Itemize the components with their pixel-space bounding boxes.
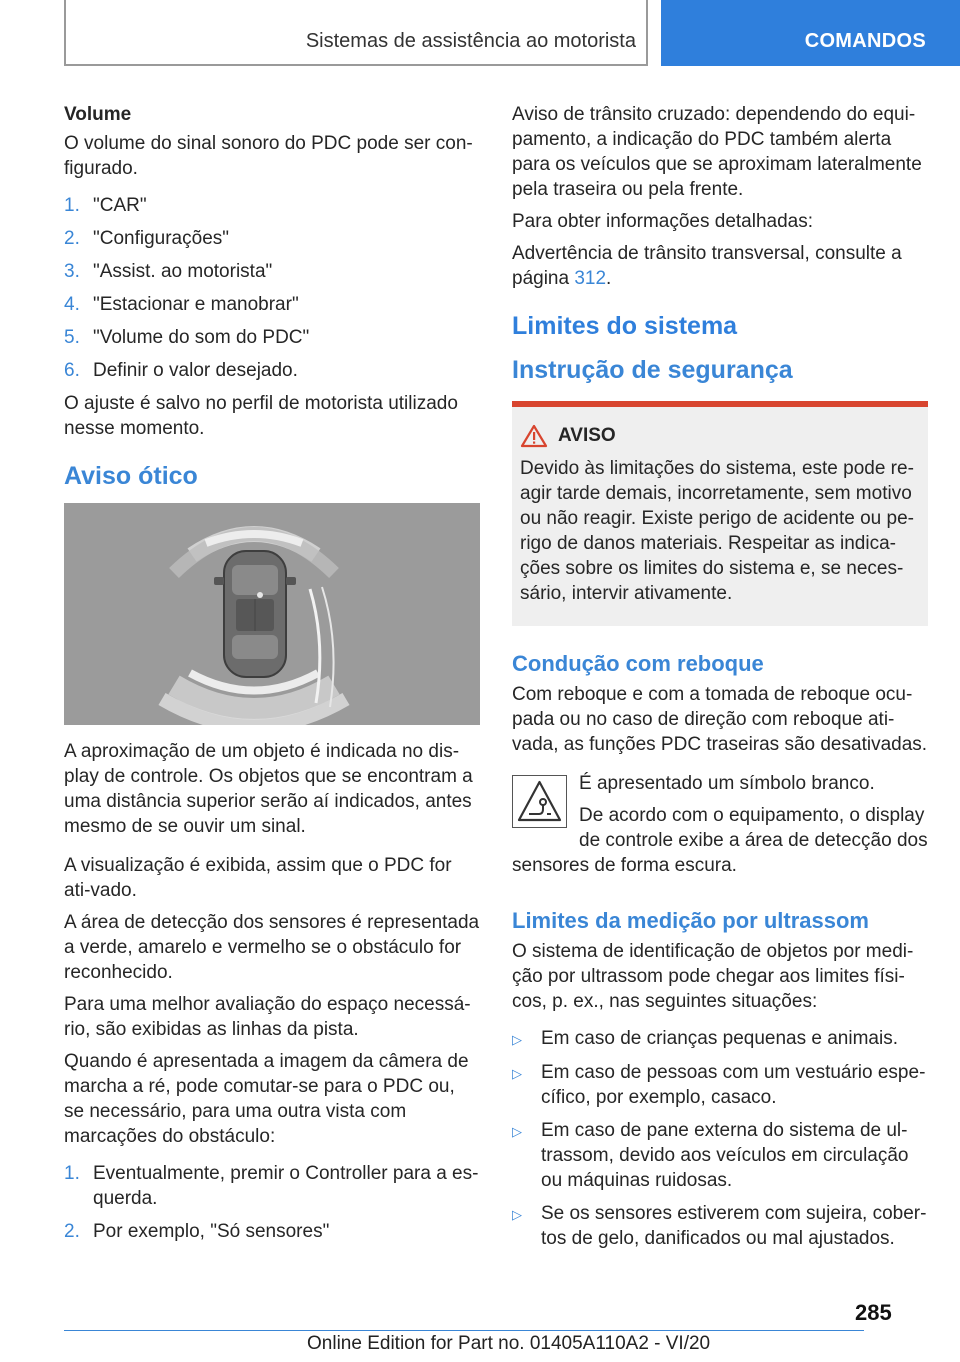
step-text: "CAR" [93, 195, 147, 216]
trailer-warning-symbol [512, 775, 567, 828]
step-number: 6. [64, 360, 80, 381]
trailer-hitch-icon [513, 776, 566, 827]
saved-text: O ajuste é salvo no perfil de motorista utilizado nesse momento. [64, 393, 458, 439]
para-camera: Quando é apresentada a imagem da câmera de marcha a ré, pode comutar-se para o PDC ou, se necessário, para uma outra vista com marcações do obstáculo: [64, 1051, 469, 1147]
step-item [64, 292, 480, 317]
symbol-row [512, 771, 928, 885]
header-divider [646, 0, 648, 66]
step-text: "Configurações" [93, 228, 230, 249]
pdc-car-icon [64, 503, 480, 725]
step-item [64, 358, 480, 383]
para-approach: A aproximação de um objeto é indicada no dis-play de controle. Os objetos que se encontram a uma distância superior serão aí indicados, antes mesmo de se ouvir um sinal. [64, 741, 473, 837]
volume-steps [64, 193, 480, 383]
para-track-lines: Para uma melhor avaliação do espaço necessá-rio, são exibidas as linhas da pista. [64, 994, 471, 1040]
list-item [512, 1060, 928, 1110]
camera-steps [64, 1161, 480, 1244]
ultrasound-text: O sistema de identificação de objetos por medi-ção por ultrassom pode chegar aos limites físi-cos, p. ex., nas seguintes situações: [512, 941, 914, 1012]
limits-heading: Limites do sistema [512, 312, 738, 340]
step-number: 1. [64, 195, 80, 216]
list-item-text: Em caso de pane externa do sistema de ul-trassom, devido aos veículos em circulação ou máquinas ruidosas. [541, 1120, 909, 1191]
step-text: "Assist. ao motorista" [93, 261, 273, 282]
step-text: "Estacionar e manobrar" [93, 294, 299, 315]
step-number: 1. [64, 1163, 80, 1184]
list-item-text: Se os sensores estiverem com sujeira, cober-tos de gelo, danificados ou mal ajustados. [541, 1203, 927, 1249]
page-header [0, 0, 960, 66]
aviso-otico-heading: Aviso ótico [64, 462, 198, 490]
step-item [64, 1219, 480, 1244]
step-number: 3. [64, 261, 80, 282]
step-number: 2. [64, 228, 80, 249]
more-info-text: Para obter informações detalhadas: [512, 211, 814, 232]
warning-title: AVISO [558, 425, 616, 446]
reference-period: . [606, 268, 612, 289]
step-item [64, 1161, 480, 1211]
step-item [64, 325, 480, 350]
right-column [512, 102, 928, 1259]
step-item [64, 193, 480, 218]
page-number: 285 [855, 1300, 892, 1325]
pdc-display-illustration [64, 503, 480, 725]
warning-triangle-icon [520, 424, 548, 448]
symbol-text-1: É apresentado um símbolo branco. [579, 773, 875, 794]
bullet-triangle-icon: ▷ [512, 1124, 522, 1139]
header-bottom-rule [64, 64, 648, 66]
volume-text: O volume do sinal sonoro do PDC pode ser con-figurado. [64, 133, 473, 179]
ultrasound-heading: Limites da medição por ultrassom [512, 908, 869, 933]
warning-title-row [520, 423, 920, 448]
trailer-heading: Condução com reboque [512, 651, 764, 676]
edition-text: Online Edition for Part no. 01405A110A2 - VI/20 [307, 1333, 711, 1354]
bullet-triangle-icon: ▷ [512, 1207, 522, 1222]
para-activation: A visualização é exibida, assim que o PDC for ati-vado. [64, 855, 452, 901]
list-item [512, 1026, 928, 1052]
chapter-tab[interactable] [661, 0, 960, 66]
step-text: "Volume do som do PDC" [93, 327, 310, 348]
trailer-text: Com reboque e com a tomada de reboque ocu-pada ou no caso de direção com reboque ati-vada, as funções PDC traseiras são desativadas. [512, 684, 928, 755]
page-reference [512, 241, 928, 291]
list-item-text: Em caso de crianças pequenas e animais. [541, 1028, 898, 1049]
reference-text: Advertência de trânsito transversal, consulte a página [512, 243, 902, 289]
left-column [64, 102, 480, 1252]
step-number: 4. [64, 294, 80, 315]
bullet-triangle-icon: ▷ [512, 1066, 522, 1081]
step-number: 2. [64, 1221, 80, 1242]
list-item-text: Em caso de pessoas com um vestuário espe-cífico, por exemplo, casaco. [541, 1062, 926, 1108]
volume-heading: Volume [64, 104, 132, 125]
step-text: Definir o valor desejado. [93, 360, 298, 381]
warning-box [512, 401, 928, 626]
list-item [512, 1118, 928, 1193]
symbol-text-2: De acordo com o equipamento, o display de controle exibe a área de detecção dos sensores de forma escura. [512, 805, 928, 876]
ultrasound-limits-list [512, 1026, 928, 1251]
chapter-tab-label: COMANDOS [804, 30, 926, 52]
footer-rule [64, 1330, 864, 1331]
cross-traffic-text: Aviso de trânsito cruzado: dependendo do equi-pamento, a indicação do PDC também alerta para os veículos que se aproximam lateralmente pela traseira ou pela frente. [512, 104, 922, 200]
list-item [512, 1201, 928, 1251]
step-number: 5. [64, 327, 80, 348]
warning-text: Devido às limitações do sistema, este pode re-agir tarde demais, incorretamente, sem motivo ou não reagir. Existe perigo de acidente ou pe-rigo de danos materiais. Respeitar as indica-ções sobre os limites do sistema e, se neces-sário, intervir ativamente. [520, 458, 914, 604]
step-item [64, 226, 480, 251]
step-text: Eventualmente, premir o Controller para a es-querda. [93, 1163, 479, 1209]
para-detection-area: A área de detecção dos sensores é representada a verde, amarelo e vermelho se o obstáculo for reconhecido. [64, 912, 480, 983]
step-item [64, 259, 480, 284]
step-text: Por exemplo, "Só sensores" [93, 1221, 330, 1242]
page-link-312[interactable]: 312 [574, 268, 607, 289]
bullet-triangle-icon: ▷ [512, 1032, 522, 1047]
section-title: Sistemas de assistência ao motorista [305, 30, 636, 52]
safety-heading: Instrução de segurança [512, 356, 793, 384]
